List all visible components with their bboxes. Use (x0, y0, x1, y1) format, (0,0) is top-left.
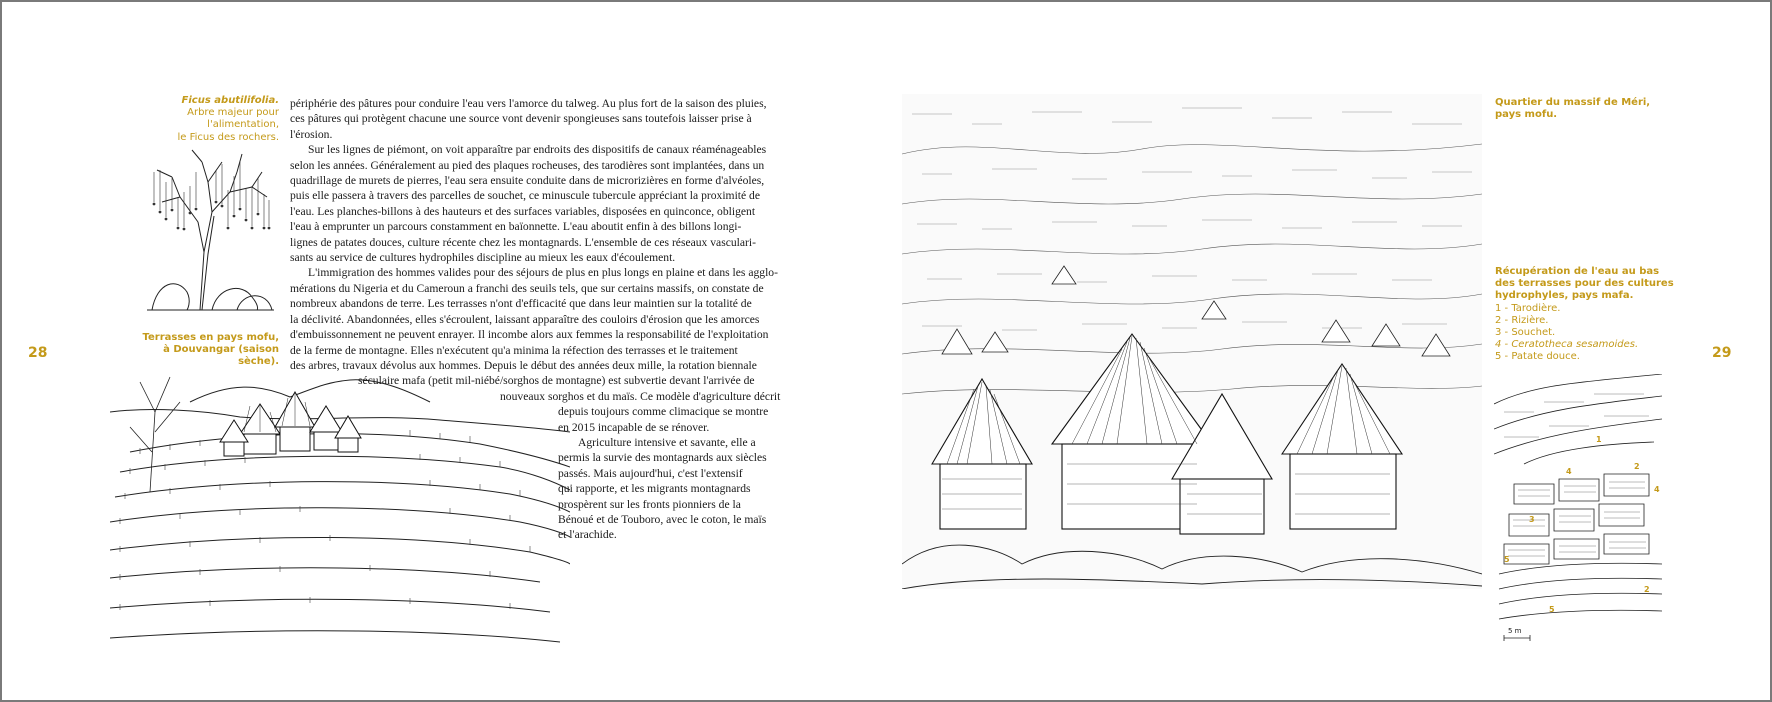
body-line: Bénoué et de Touboro, avec le coton, le maïs (558, 512, 767, 526)
body-line: L'immigration des hommes valides pour des séjours de plus en plus longs en plaine et dans les agglo- (308, 266, 778, 280)
terraces-caption-line1: Terrasses en pays mofu, (142, 332, 279, 343)
terraces-caption-line2: à Douvangar (saison sèche). (163, 344, 279, 368)
left-page-folio: 28 (28, 345, 48, 361)
body-line: de la ferme de montagne. Elles n'exécutent qu'a minima la réfection des terrasses et le traitement (290, 343, 738, 357)
legend-item: 2 - Rizière. (1495, 314, 1549, 326)
right-page-folio: 29 (1712, 345, 1732, 361)
diagram-number: 2 (1644, 585, 1650, 594)
body-line: selon les années. Généralement au pied des plaques rocheuses, des tarodières sont implantées, dans un (290, 158, 765, 172)
diagram-number: 1 (1596, 435, 1602, 444)
body-line: des arbres, travaux dévolus aux hommes. Depuis le début des années deux mille, la rotation biennale (290, 358, 757, 372)
legend-item: 5 - Patate douce. (1495, 351, 1580, 363)
meri-caption-line2: pays mofu. (1495, 109, 1558, 121)
water-caption (1495, 266, 1695, 364)
body-line: puis elle passera à travers des parcelles de souchet, ce minuscule tubercule appréciant la proximité de (290, 189, 760, 203)
diagram-number: 4 (1566, 467, 1572, 476)
diagram-number: 5 (1549, 605, 1555, 614)
water-caption-line1: Récupération de l'eau au bas (1495, 266, 1660, 277)
body-line: depuis toujours comme climacique se montre (558, 405, 769, 419)
body-line: en 2015 incapable de se rénover. (558, 420, 710, 434)
water-caption-line3: hydrophyles, pays mafa. (1495, 290, 1634, 302)
body-line: l'eau à emprunter un parcours constamment en baïonnette. L'eau aboutit enfin à des billons longi- (290, 220, 742, 234)
meri-village-illustration (902, 94, 1482, 589)
scale-label: 5 m (1508, 627, 1522, 635)
body-line: l'érosion. (290, 127, 333, 141)
body-line: mérations du Nigeria et du Cameroun a franchi des seuils tels, que sur certains massifs, on constate de (290, 281, 764, 295)
body-line: qui rapporte, et les migrants montagnards (558, 482, 751, 496)
diagram-number: 3 (1529, 515, 1535, 524)
water-terraces-diagram (1494, 374, 1662, 644)
body-line: séculaire mafa (petit mil-niébé/sorghos de montagne) est subvertie devant l'arrivée de (358, 374, 755, 388)
body-line: Agriculture intensive et savante, elle a (578, 435, 756, 449)
body-line: permis la survie des montagnards aux siècles (558, 451, 767, 465)
body-line: ces pâtures qui protègent chacune une source vont devenir spongieuses sans toutefois laisser prise à (290, 112, 752, 126)
body-line: nombreux abandons de terre. Les terrasses n'ont d'efficacité que dans leur maintien sur la totalité de (290, 297, 752, 311)
body-line: prospèrent sur les fronts pionniers de la (558, 497, 741, 511)
terraces-caption (122, 332, 279, 369)
body-line: périphérie des pâtures pour conduire l'eau vers l'amorce du talweg. Au plus fort de la saison des pluies, (290, 97, 767, 110)
book-spread (2, 2, 1770, 700)
meri-caption (1495, 97, 1675, 121)
legend-item: 4 - Ceratotheca sesamoides. (1495, 339, 1639, 351)
body-line: l'eau. Les planches-billons à des hauteurs et des surfaces variables, disposées en quinconce, obligent (290, 204, 756, 218)
ficus-caption-line1: Arbre majeur pour l'alimentation, (187, 107, 279, 131)
body-line: lignes de patates douces, culture récente chez les montagnards. L'ensemble de ces réseaux vasculari- (290, 235, 756, 249)
diagram-number: 2 (1634, 462, 1640, 471)
water-caption-line2: des terrasses pour des cultures (1495, 278, 1674, 290)
ficus-caption-line2: le Ficus des rochers. (177, 131, 279, 143)
diagram-number: 4 (1654, 485, 1660, 494)
legend-item: 1 - Tarodière. (1495, 302, 1561, 314)
ficus-tree-illustration (142, 142, 277, 312)
body-line: d'embuissonnement ne peuvent enrayer. Il incombe alors aux femmes la responsabilité de l'exploitation (290, 328, 769, 342)
body-line: la déclivité. Abandonnées, elles s'écroulent, laissant apparaître des couloirs d'érosion que les amorces (290, 312, 760, 326)
body-line: sants au service de cultures hydrophiles discipline au mieux les eaux d'écoulement. (290, 251, 676, 265)
body-line: nouveaux sorghos et du maïs. Ce modèle d'agriculture décrit (500, 389, 781, 403)
body-line: quadrillage de murets de pierres, l'eau sera ensuite conduite dans de microrizières en forme d'alvéoles, (290, 174, 765, 188)
legend-item: 3 - Souchet. (1495, 327, 1556, 339)
meri-caption-line1: Quartier du massif de Méri, (1495, 97, 1651, 108)
ficus-caption (122, 95, 279, 144)
terraces-landscape-illustration (110, 372, 570, 672)
body-line: et l'arachide. (558, 528, 617, 542)
diagram-number: 5 (1504, 555, 1510, 564)
body-line: passés. Mais aujourd'hui, c'est l'extensif (558, 466, 743, 480)
ficus-caption-title: Ficus abutilifolia. (181, 95, 279, 106)
body-line: Sur les lignes de piémont, on voit apparaître par endroits des dispositifs de canaux réaménageables (308, 143, 767, 157)
